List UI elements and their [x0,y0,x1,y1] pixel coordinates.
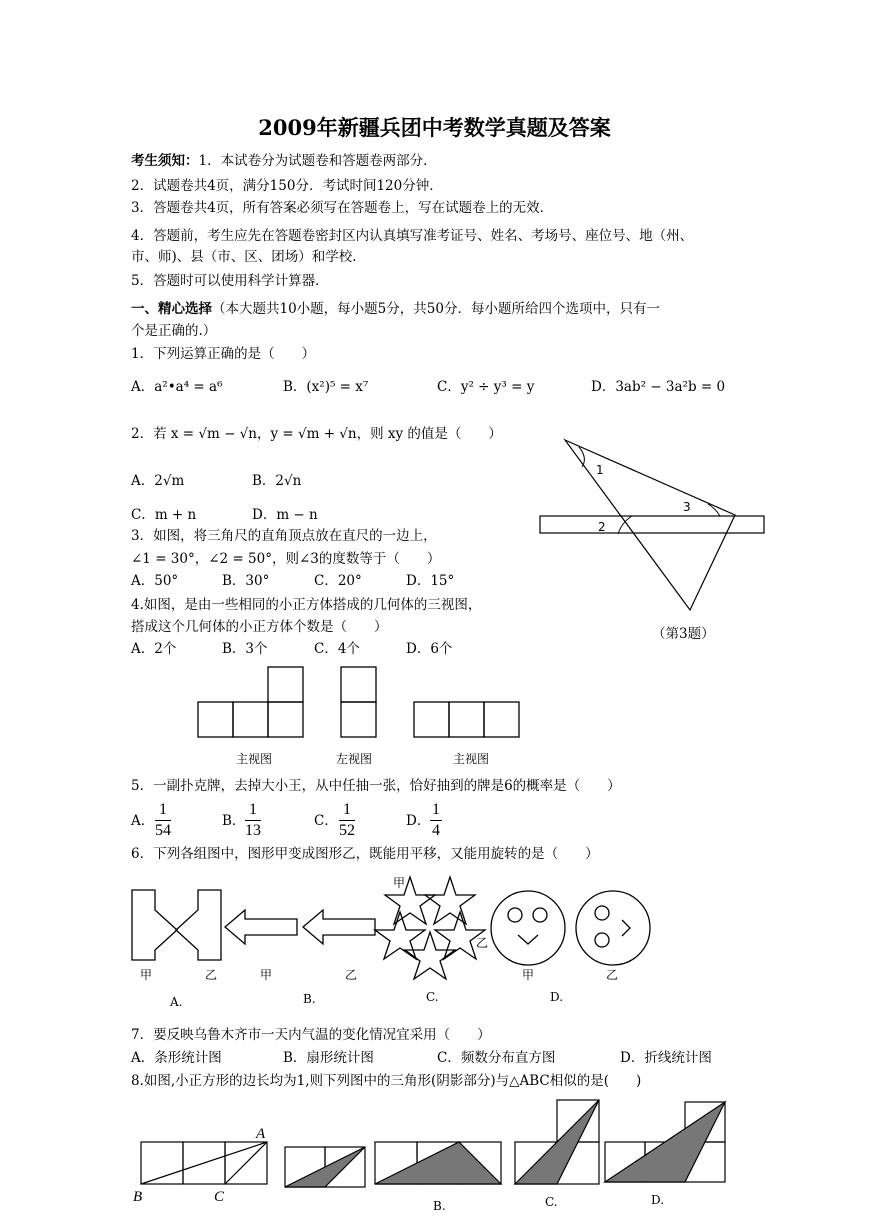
angle-2-label: 2 [598,520,606,534]
q4-three-views [190,662,530,742]
q6-option-b: B. [303,992,316,1006]
q5-option-a-label: A． [131,813,155,829]
q8-point-c: C [214,1189,225,1205]
q1-option-c: C．y² ÷ y³ = y [437,379,535,395]
q3-stem-1: 3．如图，将三角尺的直角顶点放在直尺的一边上， [131,528,437,544]
q4-option-c: C．4个 [314,641,360,657]
q6-c-jia: 甲 [393,876,406,890]
q6-option-d: D. [550,990,564,1004]
q4-stem-2: 搭成这个几何体的小正方体个数是（ ） [131,619,388,635]
notice-item-4: 4．答题前，考生应先在答题卷密封区内认真填写准考证号、姓名、考场号、座位号、地（州、 [131,228,694,244]
q7-option-d: D．折线统计图 [620,1050,712,1066]
q2-stem: 2．若 x = √m − √n，y = √m + √n，则 xy 的值是（ ） [131,426,502,442]
q5-stem: 5．一副扑克牌，去掉大小王，从中任抽一张，恰好抽到的牌是6的概率是（ ） [131,778,621,794]
notice-item-2: 2．试题卷共4页，满分150分．考试时间120分钟． [131,178,443,194]
q8-stem: 8.如图,小正方形的边长均为1,则下列图中的三角形(阴影部分)与△ABC相似的是( ) [131,1073,642,1089]
q5-option-c-fraction: $\frac{1}{52}$ [339,801,355,839]
q8-shaded-triangle-b [375,1142,501,1184]
q3-option-a: A．50° [131,573,179,589]
q5-option-d-fraction: $\frac{1}{4}$ [432,801,440,839]
q3-option-b: B．30° [222,573,270,589]
notice-item-5: 5．答题时可以使用科学计算器． [131,273,329,289]
page-title: 2009年新疆兵团中考数学真题及答案 [258,115,611,140]
angle-3-label: 3 [683,500,691,514]
notice-label: 考生须知： [131,153,199,169]
q7-stem: 7．要反映乌鲁木齐市一天内气温的变化情况宜采用（ ） [131,1027,491,1043]
q8-option-d: D. [651,1193,665,1207]
q5-option-b-label: B． [222,813,246,829]
q6-a-jia: 甲 [140,968,153,982]
angle-1-label: 1 [596,463,604,477]
q8-point-a: A [256,1126,266,1142]
notice-item-4-cont: 市、师)、县（市、区、团场）和学校． [131,249,366,265]
q8-point-b: B [133,1189,143,1205]
q8-figures [125,1095,735,1220]
q8-option-c: C. [545,1195,558,1209]
q6-a-yi: 乙 [205,968,218,982]
q6-option-c: C. [426,990,439,1004]
q2-option-d: D．m − n [252,507,318,523]
q4-view-label-1: 主视图 [236,752,273,766]
q6-stem: 6．下列各组图中，图形甲变成图形乙，既能用平移，又能用旋转的是（ ） [131,846,599,862]
q7-option-a: A．条形统计图 [131,1050,222,1066]
q1-option-b: B．(x²)⁵ = x⁷ [283,379,369,395]
q3-figure-caption: （第3题） [652,626,715,642]
q4-option-d: D．6个 [406,641,453,657]
q8-option-b: B. [433,1199,446,1213]
q5-option-d-label: D． [406,813,431,829]
section-heading-line [131,300,660,318]
q7-option-b: B．扇形统计图 [283,1050,374,1066]
q4-view-label-3: 主视图 [453,752,490,766]
q6-option-a: A. [170,995,183,1009]
section-desc-1: （本大题共10小题，每小题5分，共50分．每小题所给四个选项中，只有一 [212,301,660,317]
q2-option-a: A．2√m [131,473,185,489]
q3-figure [530,430,780,620]
notice-item-3: 3．答题卷共4页，所有答案必须写在答题卷上，写在试题卷上的无效． [131,200,554,216]
q6-d-yi: 乙 [606,968,619,982]
q3-stem-2: ∠1 = 30°，∠2 = 50°，则∠3的度数等于（ ） [131,551,441,567]
section-desc-2: 个是正确的.） [131,323,217,339]
notice-line-1 [131,152,437,170]
q1-stem: 1．下列运算正确的是（ ） [131,346,316,362]
q6-b-jia: 甲 [260,968,273,982]
q3-option-c: C．20° [314,573,362,589]
q1-option-d: D．3ab² − 3a²b = 0 [591,379,726,395]
q1-option-a: A．a²•a⁴ = a⁶ [131,379,223,395]
q3-option-d: D．15° [406,573,455,589]
q4-view-label-2: 左视图 [336,752,373,766]
q5-option-b-fraction: $\frac{1}{13}$ [245,801,261,839]
triangle-ruler [565,440,735,610]
q4-stem-1: 4.如图，是由一些相同的小正方体搭成的几何体的三视图， [131,597,482,613]
notice-item-1: 1．本试卷分为试题卷和答题卷两部分． [198,153,437,169]
q2-option-c: C．m + n [131,507,197,523]
q6-d-jia: 甲 [522,968,535,982]
section-heading: 一、精心选择 [131,301,212,317]
q6-c-yi: 乙 [476,936,489,950]
q5-option-a-fraction: $\frac{1}{54}$ [155,801,171,839]
q6-b-yi: 乙 [345,968,358,982]
q5-option-c-label: C． [314,813,338,829]
q4-option-a: A．2个 [131,641,177,657]
q7-option-c: C．频数分布直方图 [437,1050,556,1066]
q2-option-b: B．2√n [252,473,302,489]
q4-option-b: B．3个 [222,641,268,657]
